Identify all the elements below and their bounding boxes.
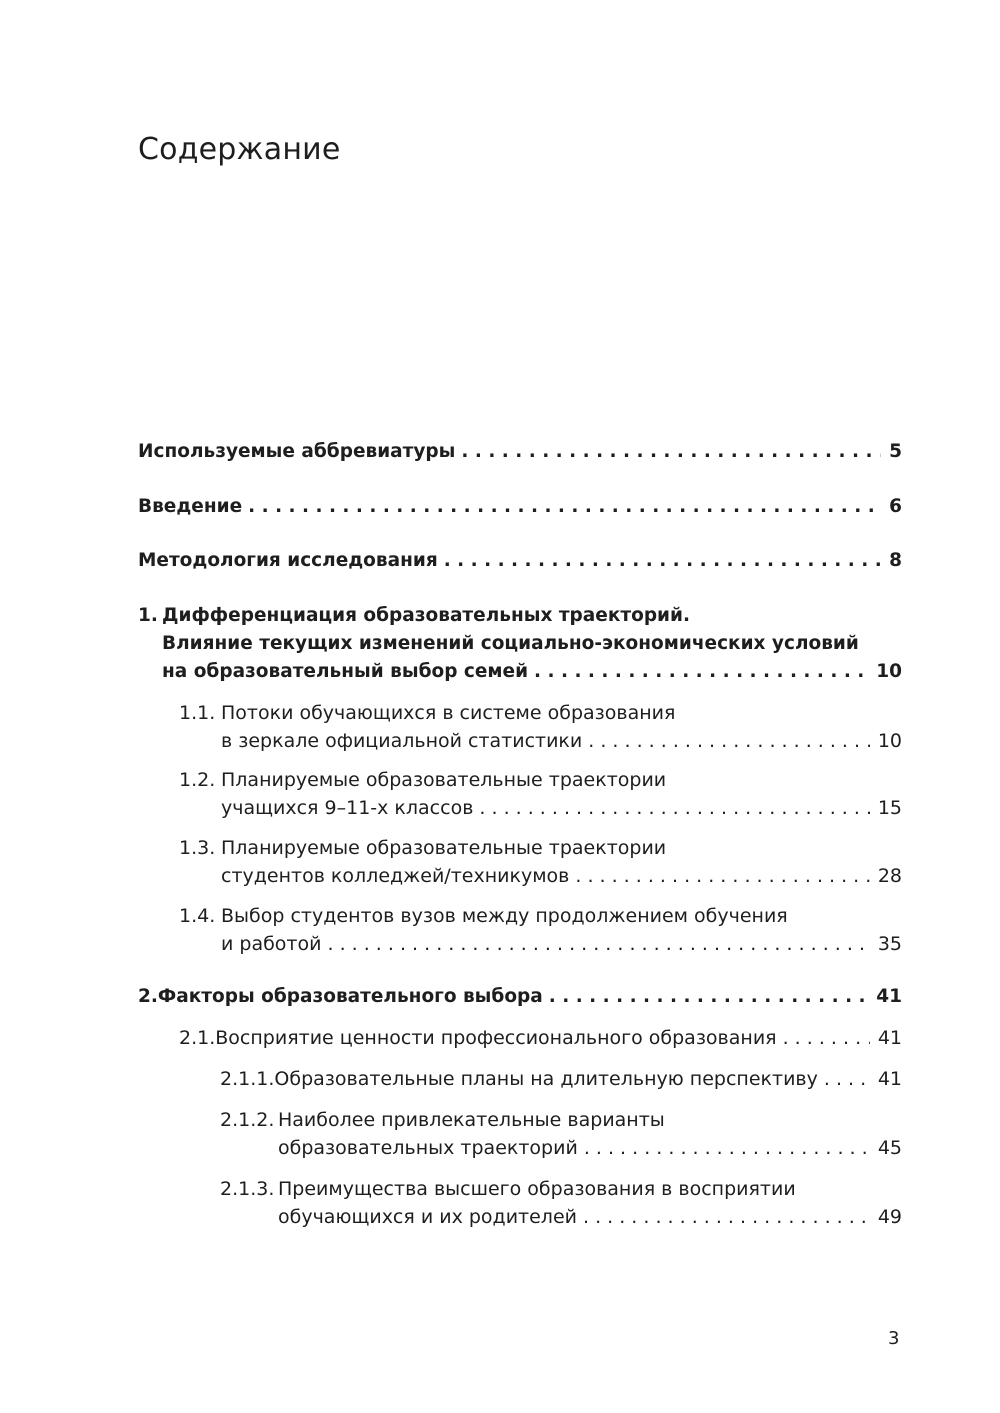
toc-entry-title-line: Выбор студентов вузов между продолжением обучения	[221, 905, 788, 927]
toc-entry-number: 1.4.	[179, 905, 216, 927]
toc-page-number: 10	[876, 661, 902, 682]
toc-entry-number: 2.1.2.	[220, 1109, 275, 1131]
toc-entry-section-2-1-2[interactable]	[220, 1106, 902, 1162]
toc-entry-methodology[interactable]	[138, 547, 902, 575]
toc-entry-number: 1.1.	[179, 702, 216, 724]
dot-leader	[584, 1134, 870, 1162]
toc-entry-number: 2.1.1.	[220, 1068, 275, 1090]
toc-entry-title-line: Дифференциация образовательных траекторий.	[162, 605, 691, 626]
toc-page-number: 45	[877, 1137, 902, 1159]
toc-entry-title: Методология исследования	[138, 550, 438, 571]
dot-leader	[534, 658, 868, 686]
toc-entry-section-2-1-3[interactable]	[220, 1175, 902, 1231]
toc-page-number: 41	[877, 1068, 902, 1090]
toc-entry-chapter-2[interactable]	[138, 983, 902, 1011]
dot-leader	[588, 727, 870, 755]
dot-leader	[783, 1024, 870, 1052]
toc-entry-number: 2.1.	[179, 1027, 216, 1049]
toc-entry-title-line: Образовательные планы на длительную перспективу	[274, 1068, 818, 1090]
dot-leader	[248, 493, 881, 521]
toc-entry-title-line: Преимущества высшего образования в восприятии	[278, 1178, 796, 1200]
toc-entry-title-line: Потоки обучающихся в системе образования	[221, 702, 676, 724]
toc-page-number: 28	[877, 865, 902, 887]
dot-leader	[461, 438, 881, 466]
toc-entry-chapter-1[interactable]	[138, 602, 902, 686]
toc-entry-title-line: и работой	[221, 933, 322, 955]
toc-entry-title-line: в зеркале официальной статистики	[221, 730, 583, 752]
toc-page-number: 15	[877, 797, 902, 819]
toc-page-number: 35	[877, 933, 902, 955]
toc-entry-number: 1.2.	[179, 769, 216, 791]
toc-entry-title: Введение	[138, 496, 243, 517]
toc-page-number: 6	[889, 496, 902, 517]
toc-entry-title-line: обучающихся и их родителей	[278, 1206, 577, 1228]
dot-leader	[479, 794, 869, 822]
toc-entry-title-line: Наиболее привлекательные варианты	[278, 1109, 665, 1131]
toc-entry-section-2-1-1[interactable]	[220, 1065, 902, 1093]
toc-page-number: 41	[876, 986, 902, 1007]
page-number: 3	[888, 1328, 900, 1349]
toc-entry-section-1-1[interactable]	[179, 699, 902, 755]
toc-page-number: 8	[889, 550, 902, 571]
toc-entry-title-line: Планируемые образовательные траектории	[221, 769, 667, 791]
dot-leader	[327, 930, 869, 958]
toc-entry-number: 1.	[138, 605, 158, 626]
toc-page-number: 49	[877, 1206, 902, 1228]
toc-entry-title-line: Восприятие ценности профессионального образования	[215, 1027, 777, 1049]
dot-leader	[583, 1203, 870, 1231]
toc-entry-title-line: образовательных траекторий	[278, 1137, 578, 1159]
toc-entry-title-line: студентов колледжей/техникумов	[221, 865, 570, 887]
toc-entry-number: 1.3.	[179, 837, 216, 859]
toc-entry-title-line: Влияние текущих изменений социально-экономических условий	[162, 633, 859, 654]
toc-entry-title: Используемые аббревиатуры	[138, 441, 456, 462]
toc-entry-section-1-4[interactable]	[179, 902, 902, 958]
toc-page-number: 10	[877, 730, 902, 752]
toc-entry-number: 2.	[138, 986, 158, 1007]
page-title: Содержание	[138, 132, 341, 167]
toc-entry-title-line: Факторы образовательного выбора	[157, 986, 543, 1007]
dot-leader	[444, 547, 881, 575]
toc-entry-section-1-2[interactable]	[179, 766, 902, 822]
toc-entry-number: 2.1.3.	[220, 1178, 275, 1200]
toc-entry-title-line: Планируемые образовательные траектории	[221, 837, 667, 859]
toc-page-number: 41	[877, 1027, 902, 1049]
toc-entry-section-1-3[interactable]	[179, 834, 902, 890]
toc-entry-section-2-1[interactable]	[179, 1024, 902, 1052]
dot-leader	[824, 1065, 870, 1093]
toc-entry-title-line: на образовательный выбор семей	[162, 661, 529, 682]
dot-leader	[575, 862, 869, 890]
toc-entry-abbreviations[interactable]	[138, 438, 902, 466]
toc-entry-title-line: учащихся 9–11-х классов	[221, 797, 474, 819]
dot-leader	[549, 983, 868, 1011]
toc-entry-introduction[interactable]	[138, 493, 902, 521]
toc-page-number: 5	[889, 441, 902, 462]
